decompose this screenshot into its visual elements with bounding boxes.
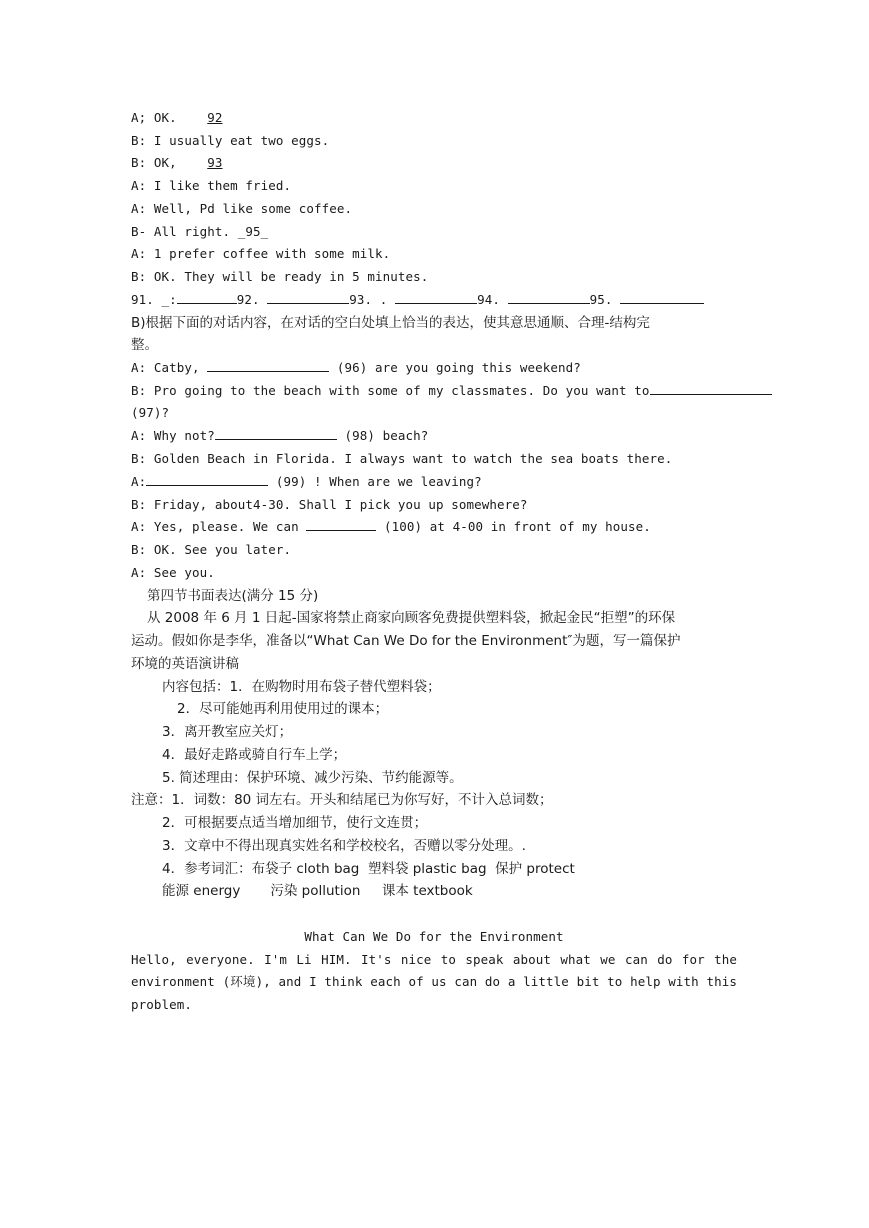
section-b-instruction: B)根据下面的对话内容，在对话的空白处填上恰当的表达，使其意思通顺、合理-结构完 — [131, 315, 650, 331]
section-4-paragraph: 环境的英语演讲稿 — [131, 656, 239, 672]
answer-blank-91[interactable] — [177, 289, 237, 304]
essay-line: environment (环境), and I think each of us can do a little bit to help with this — [131, 974, 737, 989]
dialogue-line: B: I usually eat two eggs. — [131, 133, 330, 148]
blank-100[interactable] — [306, 516, 376, 531]
blank-92: 92 — [207, 110, 223, 125]
dialogue-line-96: A: Catby, (96) are you going this weekend? — [131, 357, 737, 379]
content-item: 3．离开教室应关灯； — [162, 724, 293, 740]
content-item: 内容包括：1．在购物时用布袋子替代塑料袋； — [162, 679, 441, 695]
dialogue-line-93: B: OK, 93 — [131, 155, 223, 170]
section-4-paragraph: 运动。假如你是李华，准备以“What Can We Do for the Environment″为题，写一篇保护 — [131, 633, 681, 649]
section-b-instruction-cont: 整。 — [131, 337, 158, 353]
blank-93: 93 — [207, 155, 223, 170]
answer-blank-93[interactable] — [395, 289, 477, 304]
dialogue-line-97: B: Pro going to the beach with some of my classmates. Do you want to — [131, 380, 737, 402]
content-item: 2．尽可能她再利用使用过的课本； — [177, 701, 389, 717]
dialogue-line: B: Golden Beach in Florida. I always want to watch the sea boats there. — [131, 451, 673, 466]
essay-line: problem. — [131, 997, 193, 1012]
dialogue-line-99: A: (99) ! When are we leaving? — [131, 471, 737, 493]
dialogue-line: A: Well, Pd like some coffee. — [131, 201, 353, 216]
content-item: 4．最好走路或骑自行车上学； — [162, 747, 347, 763]
answer-blank-95[interactable] — [620, 289, 704, 304]
vocab-line: 4．参考词汇：布袋子 cloth bag 塑料袋 plastic bag 保护 protect — [162, 861, 575, 877]
dialogue-line: A: I like them fried. — [131, 178, 292, 193]
note-item: 注意：1．词数：80 词左右。开头和结尾已为你写好，不计入总词数； — [131, 792, 553, 808]
section-4-paragraph: 从 2008 年 6 月 1 日起-国家将禁止商家向顾客免费提供塑料袋，掀起金民“拒塑”的环保 — [147, 610, 676, 626]
blank-99[interactable] — [146, 471, 268, 486]
dialogue-line-92: A; OK. 92 — [131, 110, 223, 125]
dialogue-line: A: 1 prefer coffee with some milk. — [131, 246, 391, 261]
answer-blank-92[interactable] — [267, 289, 349, 304]
blank-97[interactable] — [650, 380, 772, 395]
essay-line: Hello, everyone. I'm Li HIM. It's nice to speak about what we can do for the — [131, 952, 737, 967]
note-item: 3．文章中不得出现真实姓名和学校校名，否赠以零分处理。. — [162, 838, 526, 854]
dialogue-line-100: A: Yes, please. We can (100) at 4-00 in front of my house. — [131, 516, 737, 538]
dialogue-line: B- All right. _95_ — [131, 224, 269, 239]
answer-row: 91. _: 92. 93. . 94. 95. — [131, 289, 737, 311]
answer-blank-94[interactable] — [508, 289, 590, 304]
vocab-line: 能源 energy 污染 pollution 课本 textbook — [162, 883, 473, 899]
blank-98[interactable] — [215, 425, 337, 440]
dialogue-line: B: Friday, about4-30. Shall I pick you up somewhere? — [131, 497, 528, 512]
dialogue-line-97-cont: (97)? — [131, 405, 170, 420]
dialogue-line: B: OK. See you later. — [131, 542, 292, 557]
note-item: 2．可根据要点适当增加细节，使行文连贯； — [162, 815, 428, 831]
dialogue-line: A: See you. — [131, 565, 215, 580]
content-item: 5. 简述理由：保护环境、减少污染、节约能源等。 — [162, 770, 463, 786]
section-4-heading: 第四节书面表达(满分 15 分) — [147, 588, 319, 604]
dialogue-line: B: OK. They will be ready in 5 minutes. — [131, 269, 429, 284]
essay-title: What Can We Do for the Environment — [304, 929, 564, 944]
blank-96[interactable] — [207, 357, 329, 372]
dialogue-line-98: A: Why not? (98) beach? — [131, 425, 737, 447]
